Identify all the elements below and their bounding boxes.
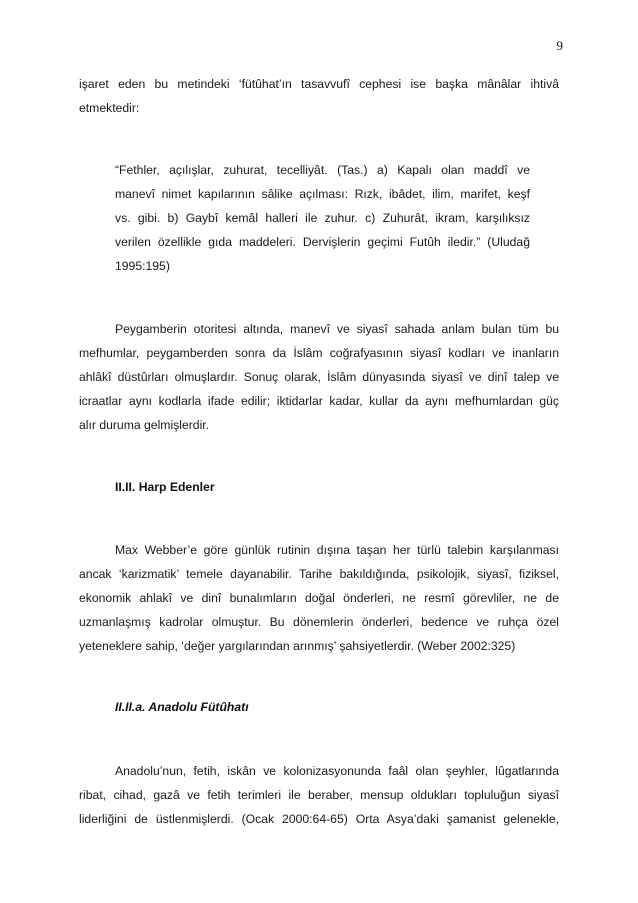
section-heading-harp-edenler: II.II. Harp Edenler	[115, 480, 215, 494]
paragraph-line: liderliğini de üstlenmişlerdi. (Ocak 2000:64-65) Orta Asya’daki şamanist gelenekle,	[79, 812, 559, 826]
paragraph-line: Max Webber’e göre günlük rutinin dışına taşan her türlü talebin karşılanması	[115, 543, 559, 557]
paragraph-line: mefhumlar, peygamberden sonra da İslâm coğrafyasının siyasî kodları ve inanların	[79, 346, 559, 360]
paragraph-line: ahlâkî düstûrları olmuşlardır. Sonuç olarak, İslâm dünyasında siyasî ve dinî talep ve	[79, 370, 559, 384]
quote-line: 1995:195)	[115, 259, 170, 273]
paragraph-line: yeteneklere sahip, ‘değer yargılarından arınmış’ şahsiyetlerdir. (Weber 2002:325)	[79, 639, 516, 653]
quote-line: verilen özellikle gıda maddeleri. Dervişlerin geçimi Futûh iledir.” (Uludağ	[115, 235, 530, 249]
section-heading-anadolu-futuhati: II.II.a. Anadolu Fütûhatı	[115, 700, 249, 714]
paragraph-line: ekonomik ahlakî ve dinî bunalımların doğal önderleri, ne resmî görevliler, ne de	[79, 591, 559, 605]
paragraph-line: Peygamberin otoritesi altında, manevî ve siyasî sahada anlam bulan tüm bu	[115, 322, 559, 336]
paragraph-line: icraatlar aynı kodlarla ifade edilir; iktidarlar kadar, kullar da aynı mefhumlardan güç	[79, 394, 559, 408]
paragraph-line: ribat, cihad, gazâ ve fetih terimleri ile beraber, mensup oldukları topluluğun siyasî	[79, 788, 559, 802]
intro-line: işaret eden bu metindeki ‘fütûhat’ın tasavvufî cephesi ise başka mânâlar ihtivâ	[79, 77, 559, 91]
paragraph-line: uzmanlaşmış kadrolar olmuştur. Bu dönemlerin önderleri, bedence ve ruhça özel	[79, 615, 559, 629]
quote-line: “Fethler, açılışlar, zuhurat, tecelliyât. (Tas.) a) Kapalı olan maddî ve	[115, 163, 530, 177]
quote-line: manevî nimet kapılarının sâlike açılması: Rızk, ibâdet, ilim, marifet, keşf	[115, 187, 530, 201]
intro-line: etmektedir:	[79, 101, 140, 115]
page-number: 9	[556, 38, 563, 53]
paragraph-line: alır duruma gelmişlerdir.	[79, 418, 210, 432]
paragraph-line: ancak ‘karizmatik’ temele dayanabilir. Tarihe bakıldığında, psikolojik, siyasî, fiziksel,	[79, 567, 559, 581]
quote-line: vs. gibi. b) Gaybî kemâl halleri ile zuhur. c) Zuhurât, ikram, karşılıksız	[115, 211, 530, 225]
paragraph-line: Anadolu’nun, fetih, iskân ve kolonizasyonunda faâl olan şeyhler, lûgatlarında	[115, 764, 559, 778]
